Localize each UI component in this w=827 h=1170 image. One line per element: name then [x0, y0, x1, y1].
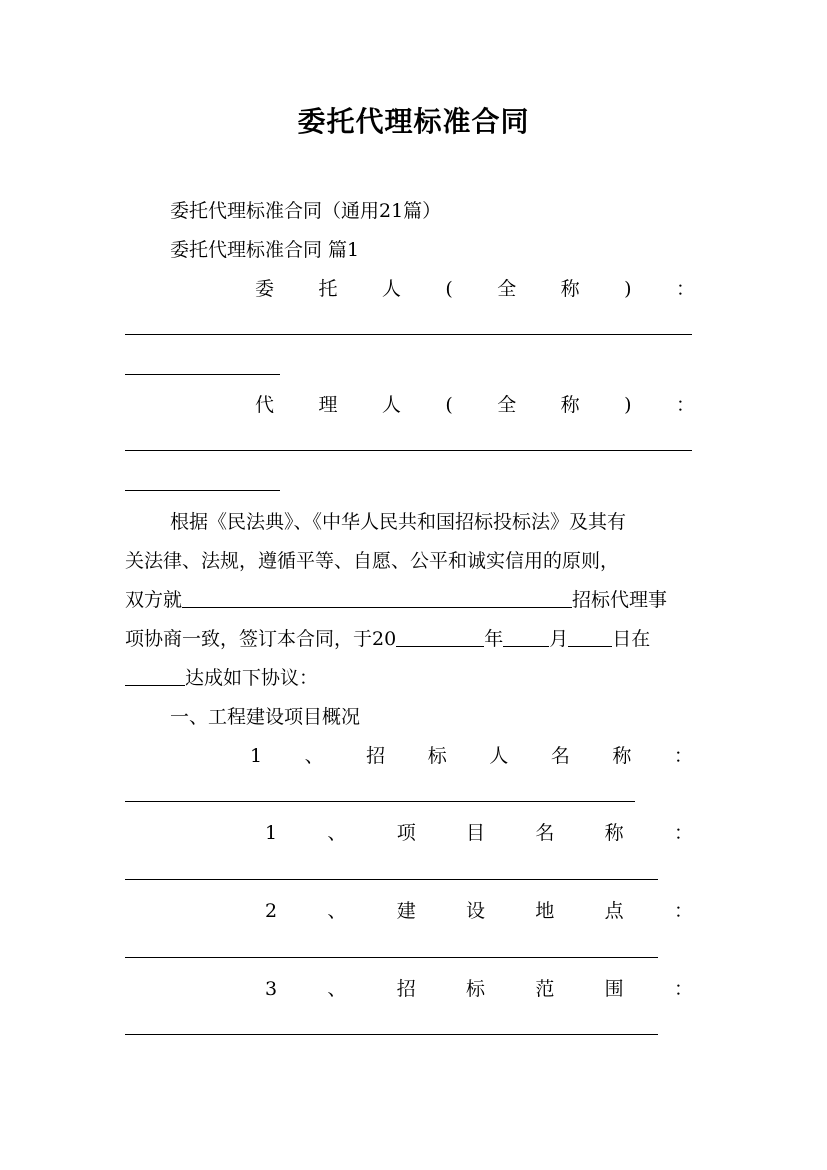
label-char: 名	[550, 745, 570, 767]
label-char: 2	[265, 900, 278, 922]
agent-label	[255, 392, 695, 418]
label-char: ：	[673, 900, 693, 922]
agent-blank-line	[125, 450, 692, 451]
label-char: 全	[497, 394, 517, 416]
project-name-label	[265, 820, 693, 846]
text-segment: 项协商一致，签订本合同，于20	[125, 628, 397, 650]
label-char: 1	[265, 822, 278, 844]
label-char: 建	[396, 900, 416, 922]
text-segment: 日在	[612, 628, 651, 650]
basis-paragraph-line5	[125, 665, 700, 691]
basis-paragraph-line1: 根据《民法典》、《中华人民共和国招标投标法》及其有	[170, 511, 627, 533]
basis-paragraph-line3	[125, 587, 700, 613]
label-char: 代	[255, 394, 275, 416]
tender-scope-blank-line	[125, 1034, 658, 1035]
label-char: (	[445, 278, 453, 300]
label-char: 托	[318, 278, 338, 300]
label-char: ：	[673, 745, 693, 767]
label-char: 3	[265, 978, 278, 1000]
principal-blank-line-2	[125, 374, 280, 375]
year-blank	[396, 628, 484, 647]
label-char: 点	[604, 900, 624, 922]
label-char: 招	[366, 745, 386, 767]
label-char: 委	[255, 278, 275, 300]
label-char: ：	[673, 822, 693, 844]
label-char: 名	[535, 822, 555, 844]
section-heading: 委托代理标准合同 篇1	[170, 239, 360, 261]
label-char: 、	[304, 745, 324, 767]
month-blank	[503, 628, 549, 647]
label-char: 人	[489, 745, 509, 767]
basis-paragraph-line2: 关法律、法规，遵循平等、自愿、公平和诚实信用的原则，	[125, 550, 620, 572]
label-char: 称	[560, 394, 580, 416]
project-name-blank-line	[125, 879, 658, 880]
text-segment: 月	[549, 628, 569, 650]
document-title: 委托代理标准合同	[297, 105, 530, 138]
tenderer-name-label	[250, 743, 693, 769]
label-char: 、	[327, 900, 347, 922]
text-segment: 达成如下协议：	[185, 667, 319, 689]
label-char: 称	[604, 822, 624, 844]
label-char: 项	[396, 822, 416, 844]
matter-blank	[182, 589, 572, 608]
construction-site-label	[265, 898, 693, 924]
text-segment: 年	[484, 628, 504, 650]
label-char: ：	[675, 278, 695, 300]
text-segment: 招标代理事	[572, 589, 668, 611]
label-char: 人	[381, 394, 401, 416]
label-char: 1	[250, 745, 263, 767]
label-char: 理	[318, 394, 338, 416]
label-char: 标	[427, 745, 447, 767]
text-segment: 双方就	[125, 589, 183, 611]
label-char: 围	[604, 978, 624, 1000]
section1-heading: 一、工程建设项目概况	[170, 706, 361, 728]
label-char: 称	[560, 278, 580, 300]
place-blank	[125, 667, 185, 686]
subtitle-line: 委托代理标准合同（通用21篇）	[170, 200, 442, 222]
label-char: ：	[675, 394, 695, 416]
agent-blank-line-2	[125, 490, 280, 491]
label-char: 目	[466, 822, 486, 844]
label-char: 设	[466, 900, 486, 922]
label-char: 、	[327, 822, 347, 844]
label-char: ：	[673, 978, 693, 1000]
label-char: 地	[535, 900, 555, 922]
construction-site-blank-line	[125, 957, 658, 958]
label-char: 称	[612, 745, 632, 767]
principal-label	[255, 276, 695, 302]
label-char: 人	[381, 278, 401, 300]
label-char: 、	[327, 978, 347, 1000]
label-char: 标	[466, 978, 486, 1000]
label-char: )	[624, 394, 632, 416]
label-char: )	[624, 278, 632, 300]
label-char: 全	[497, 278, 517, 300]
label-char: 范	[535, 978, 555, 1000]
tenderer-name-blank-line	[125, 801, 635, 802]
day-blank	[568, 628, 612, 647]
label-char: 招	[396, 978, 416, 1000]
label-char: (	[445, 394, 453, 416]
tender-scope-label	[265, 976, 693, 1002]
principal-blank-line	[125, 334, 692, 335]
basis-paragraph-line4	[125, 626, 700, 652]
